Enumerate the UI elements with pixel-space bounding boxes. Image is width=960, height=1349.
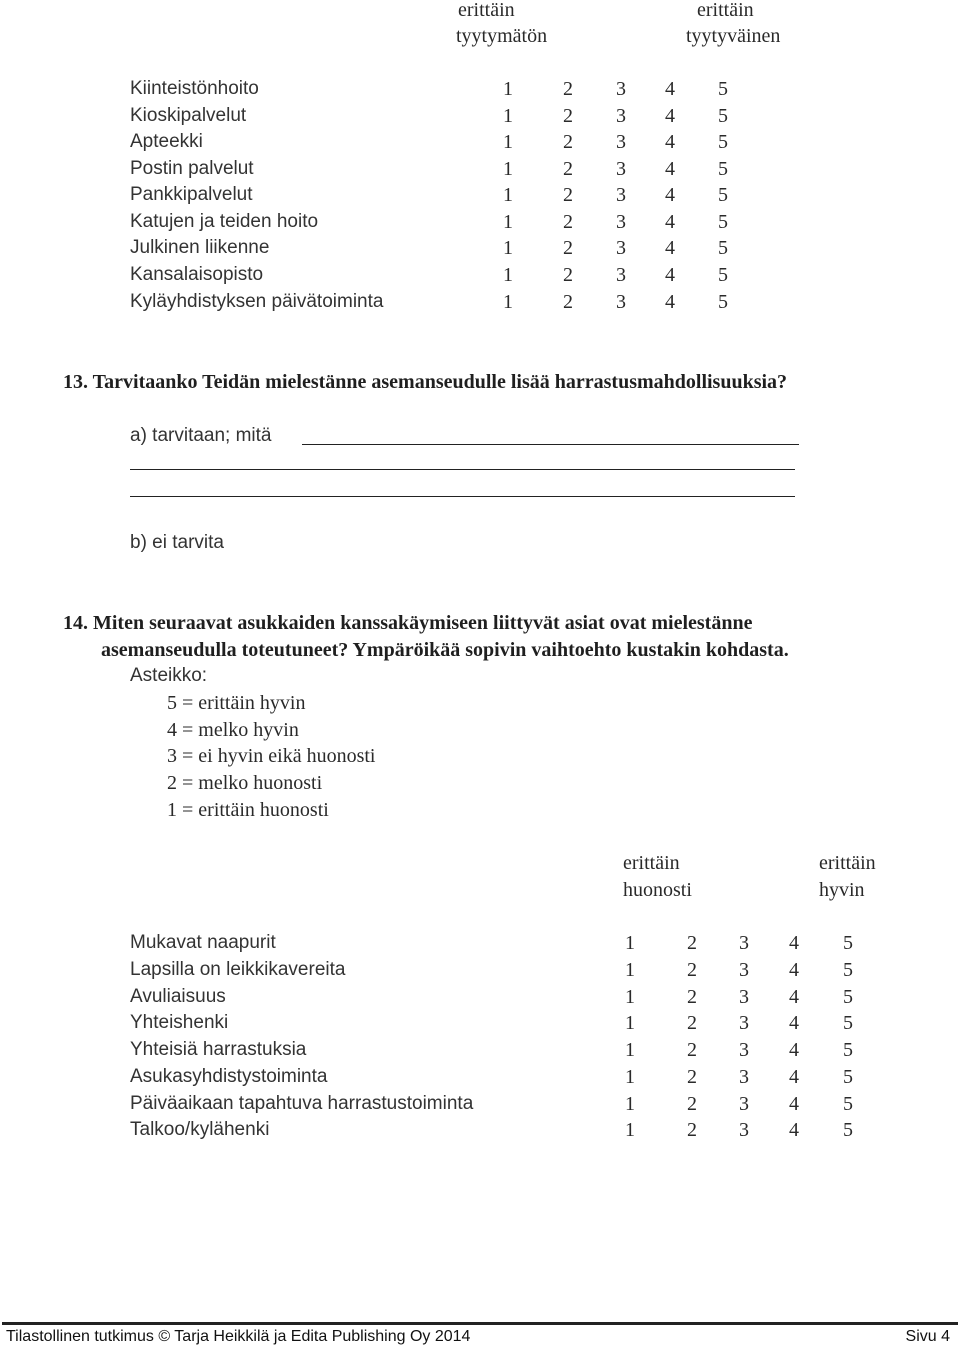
rating-4[interactable]: 4: [665, 237, 675, 259]
rating-4[interactable]: 4: [665, 264, 675, 286]
row-label: Lapsilla on leikkikavereita: [130, 959, 346, 980]
rating-4[interactable]: 4: [789, 1119, 799, 1141]
rating-2[interactable]: 2: [563, 105, 573, 127]
rating-4[interactable]: 4: [665, 78, 675, 100]
rating-3[interactable]: 3: [739, 1119, 749, 1141]
rating-4[interactable]: 4: [789, 1039, 799, 1061]
scale-high-label-bottom: tyytyväinen: [686, 25, 781, 47]
row-label: Talkoo/kylähenki: [130, 1119, 270, 1140]
rating-2[interactable]: 2: [563, 184, 573, 206]
rating-2[interactable]: 2: [563, 237, 573, 259]
rating-5[interactable]: 5: [843, 1066, 853, 1088]
rating-1[interactable]: 1: [503, 211, 513, 233]
rating-2[interactable]: 2: [687, 1093, 697, 1115]
rating-3[interactable]: 3: [739, 959, 749, 981]
row-label: Katujen ja teiden hoito: [130, 211, 319, 232]
row-label: Kiinteistönhoito: [130, 78, 259, 99]
rating-3[interactable]: 3: [616, 78, 626, 100]
rating-1[interactable]: 1: [625, 1093, 635, 1115]
rating-1[interactable]: 1: [625, 986, 635, 1008]
rating-2[interactable]: 2: [687, 986, 697, 1008]
rating-2[interactable]: 2: [687, 1066, 697, 1088]
rating-1[interactable]: 1: [625, 932, 635, 954]
footer-copyright: Tilastollinen tutkimus © Tarja Heikkilä ja Edita Publishing Oy 2014: [6, 1328, 471, 1345]
q13-answer-line-3[interactable]: [130, 496, 795, 497]
rating-2[interactable]: 2: [687, 959, 697, 981]
rating-5[interactable]: 5: [718, 237, 728, 259]
row-label: Asukasyhdistystoiminta: [130, 1066, 328, 1087]
rating-1[interactable]: 1: [625, 1012, 635, 1034]
rating-3[interactable]: 3: [616, 291, 626, 313]
q13-question: 13. Tarvitaanko Teidän mielestänne asemanseudulle lisää harrastusmahdollisuuksia?: [63, 371, 788, 393]
rating-2[interactable]: 2: [687, 1119, 697, 1141]
rating-1[interactable]: 1: [503, 184, 513, 206]
rating-2[interactable]: 2: [687, 1039, 697, 1061]
rating-1[interactable]: 1: [503, 291, 513, 313]
rating-3[interactable]: 3: [739, 1039, 749, 1061]
row-label: Yhteishenki: [130, 1012, 229, 1033]
rating-3[interactable]: 3: [616, 105, 626, 127]
rating-1[interactable]: 1: [503, 158, 513, 180]
rating-5[interactable]: 5: [718, 211, 728, 233]
rating-1[interactable]: 1: [503, 237, 513, 259]
rating-3[interactable]: 3: [739, 1012, 749, 1034]
row-label: Yhteisiä harrastuksia: [130, 1039, 307, 1060]
rating-5[interactable]: 5: [718, 291, 728, 313]
row-label: Mukavat naapurit: [130, 932, 276, 953]
rating-1[interactable]: 1: [625, 959, 635, 981]
rating-1[interactable]: 1: [625, 1119, 635, 1141]
q14-scale-item: 3 = ei hyvin eikä huonosti: [167, 745, 376, 767]
rating-2[interactable]: 2: [563, 158, 573, 180]
rating-5[interactable]: 5: [843, 1093, 853, 1115]
rating-5[interactable]: 5: [843, 1012, 853, 1034]
q14-scale-low-top: erittäin: [623, 852, 680, 874]
row-label: Postin palvelut: [130, 158, 254, 179]
rating-2[interactable]: 2: [563, 291, 573, 313]
q14-question-line1: 14. Miten seuraavat asukkaiden kanssakäymiseen liittyvät asiat ovat mielestänne: [63, 612, 753, 634]
footer-divider: [2, 1322, 958, 1325]
rating-1[interactable]: 1: [503, 105, 513, 127]
row-label: Kyläyhdistyksen päivätoiminta: [130, 291, 384, 312]
row-label: Julkinen liikenne: [130, 237, 270, 258]
q14-scale-high-bottom: hyvin: [819, 879, 865, 901]
rating-3[interactable]: 3: [616, 184, 626, 206]
q14-scale-item: 2 = melko huonosti: [167, 772, 323, 794]
rating-2[interactable]: 2: [563, 131, 573, 153]
rating-3[interactable]: 3: [739, 932, 749, 954]
rating-4[interactable]: 4: [665, 291, 675, 313]
rating-1[interactable]: 1: [503, 264, 513, 286]
rating-4[interactable]: 4: [665, 211, 675, 233]
q14-scale-title: Asteikko:: [130, 665, 208, 686]
rating-4[interactable]: 4: [789, 1012, 799, 1034]
rating-2[interactable]: 2: [687, 1012, 697, 1034]
rating-3[interactable]: 3: [616, 211, 626, 233]
rating-4[interactable]: 4: [789, 1093, 799, 1115]
q14-scale-item: 4 = melko hyvin: [167, 719, 299, 741]
rating-5[interactable]: 5: [843, 1039, 853, 1061]
q14-scale-high-top: erittäin: [819, 852, 876, 874]
rating-3[interactable]: 3: [616, 131, 626, 153]
row-label: Apteekki: [130, 131, 203, 152]
rating-5[interactable]: 5: [718, 131, 728, 153]
rating-2[interactable]: 2: [563, 211, 573, 233]
rating-4[interactable]: 4: [789, 959, 799, 981]
rating-5[interactable]: 5: [718, 264, 728, 286]
row-label: Päiväaikaan tapahtuva harrastustoiminta: [130, 1093, 474, 1114]
rating-5[interactable]: 5: [718, 78, 728, 100]
q13-answer-line-1[interactable]: [302, 444, 799, 445]
rating-3[interactable]: 3: [739, 1066, 749, 1088]
rating-4[interactable]: 4: [789, 932, 799, 954]
rating-5[interactable]: 5: [718, 158, 728, 180]
rating-4[interactable]: 4: [789, 986, 799, 1008]
row-label: Kansalaisopisto: [130, 264, 264, 285]
rating-4[interactable]: 4: [665, 105, 675, 127]
q13-option-a: a) tarvitaan; mitä: [130, 425, 272, 446]
scale-low-label-bottom: tyytymätön: [456, 25, 548, 47]
row-label: Kioskipalvelut: [130, 105, 247, 126]
q14-scale-item: 5 = erittäin hyvin: [167, 692, 306, 714]
rating-5[interactable]: 5: [843, 932, 853, 954]
rating-2[interactable]: 2: [563, 264, 573, 286]
rating-1[interactable]: 1: [503, 131, 513, 153]
rating-5[interactable]: 5: [718, 184, 728, 206]
rating-3[interactable]: 3: [739, 1093, 749, 1115]
row-label: Pankkipalvelut: [130, 184, 253, 205]
rating-5[interactable]: 5: [843, 986, 853, 1008]
rating-5[interactable]: 5: [843, 1119, 853, 1141]
rating-2[interactable]: 2: [563, 78, 573, 100]
rating-5[interactable]: 5: [843, 959, 853, 981]
rating-5[interactable]: 5: [718, 105, 728, 127]
rating-3[interactable]: 3: [616, 237, 626, 259]
q14-scale-item: 1 = erittäin huonosti: [167, 799, 329, 821]
rating-4[interactable]: 4: [665, 184, 675, 206]
rating-1[interactable]: 1: [503, 78, 513, 100]
scale-high-label-top: erittäin: [697, 0, 754, 21]
q14-scale-low-bottom: huonosti: [623, 879, 692, 901]
page-number: Sivu 4: [905, 1328, 950, 1345]
q13-option-b: b) ei tarvita: [130, 532, 224, 553]
q13-answer-line-2[interactable]: [130, 469, 795, 470]
rating-4[interactable]: 4: [665, 131, 675, 153]
rating-1[interactable]: 1: [625, 1066, 635, 1088]
rating-2[interactable]: 2: [687, 932, 697, 954]
q14-question-line2: asemanseudulla toteutuneet? Ympäröikää sopivin vaihtoehto kustakin kohdasta.: [101, 639, 789, 661]
scale-low-label-top: erittäin: [458, 0, 515, 21]
rating-4[interactable]: 4: [665, 158, 675, 180]
rating-4[interactable]: 4: [789, 1066, 799, 1088]
rating-3[interactable]: 3: [739, 986, 749, 1008]
rating-1[interactable]: 1: [625, 1039, 635, 1061]
rating-3[interactable]: 3: [616, 158, 626, 180]
row-label: Avuliaisuus: [130, 986, 226, 1007]
rating-3[interactable]: 3: [616, 264, 626, 286]
